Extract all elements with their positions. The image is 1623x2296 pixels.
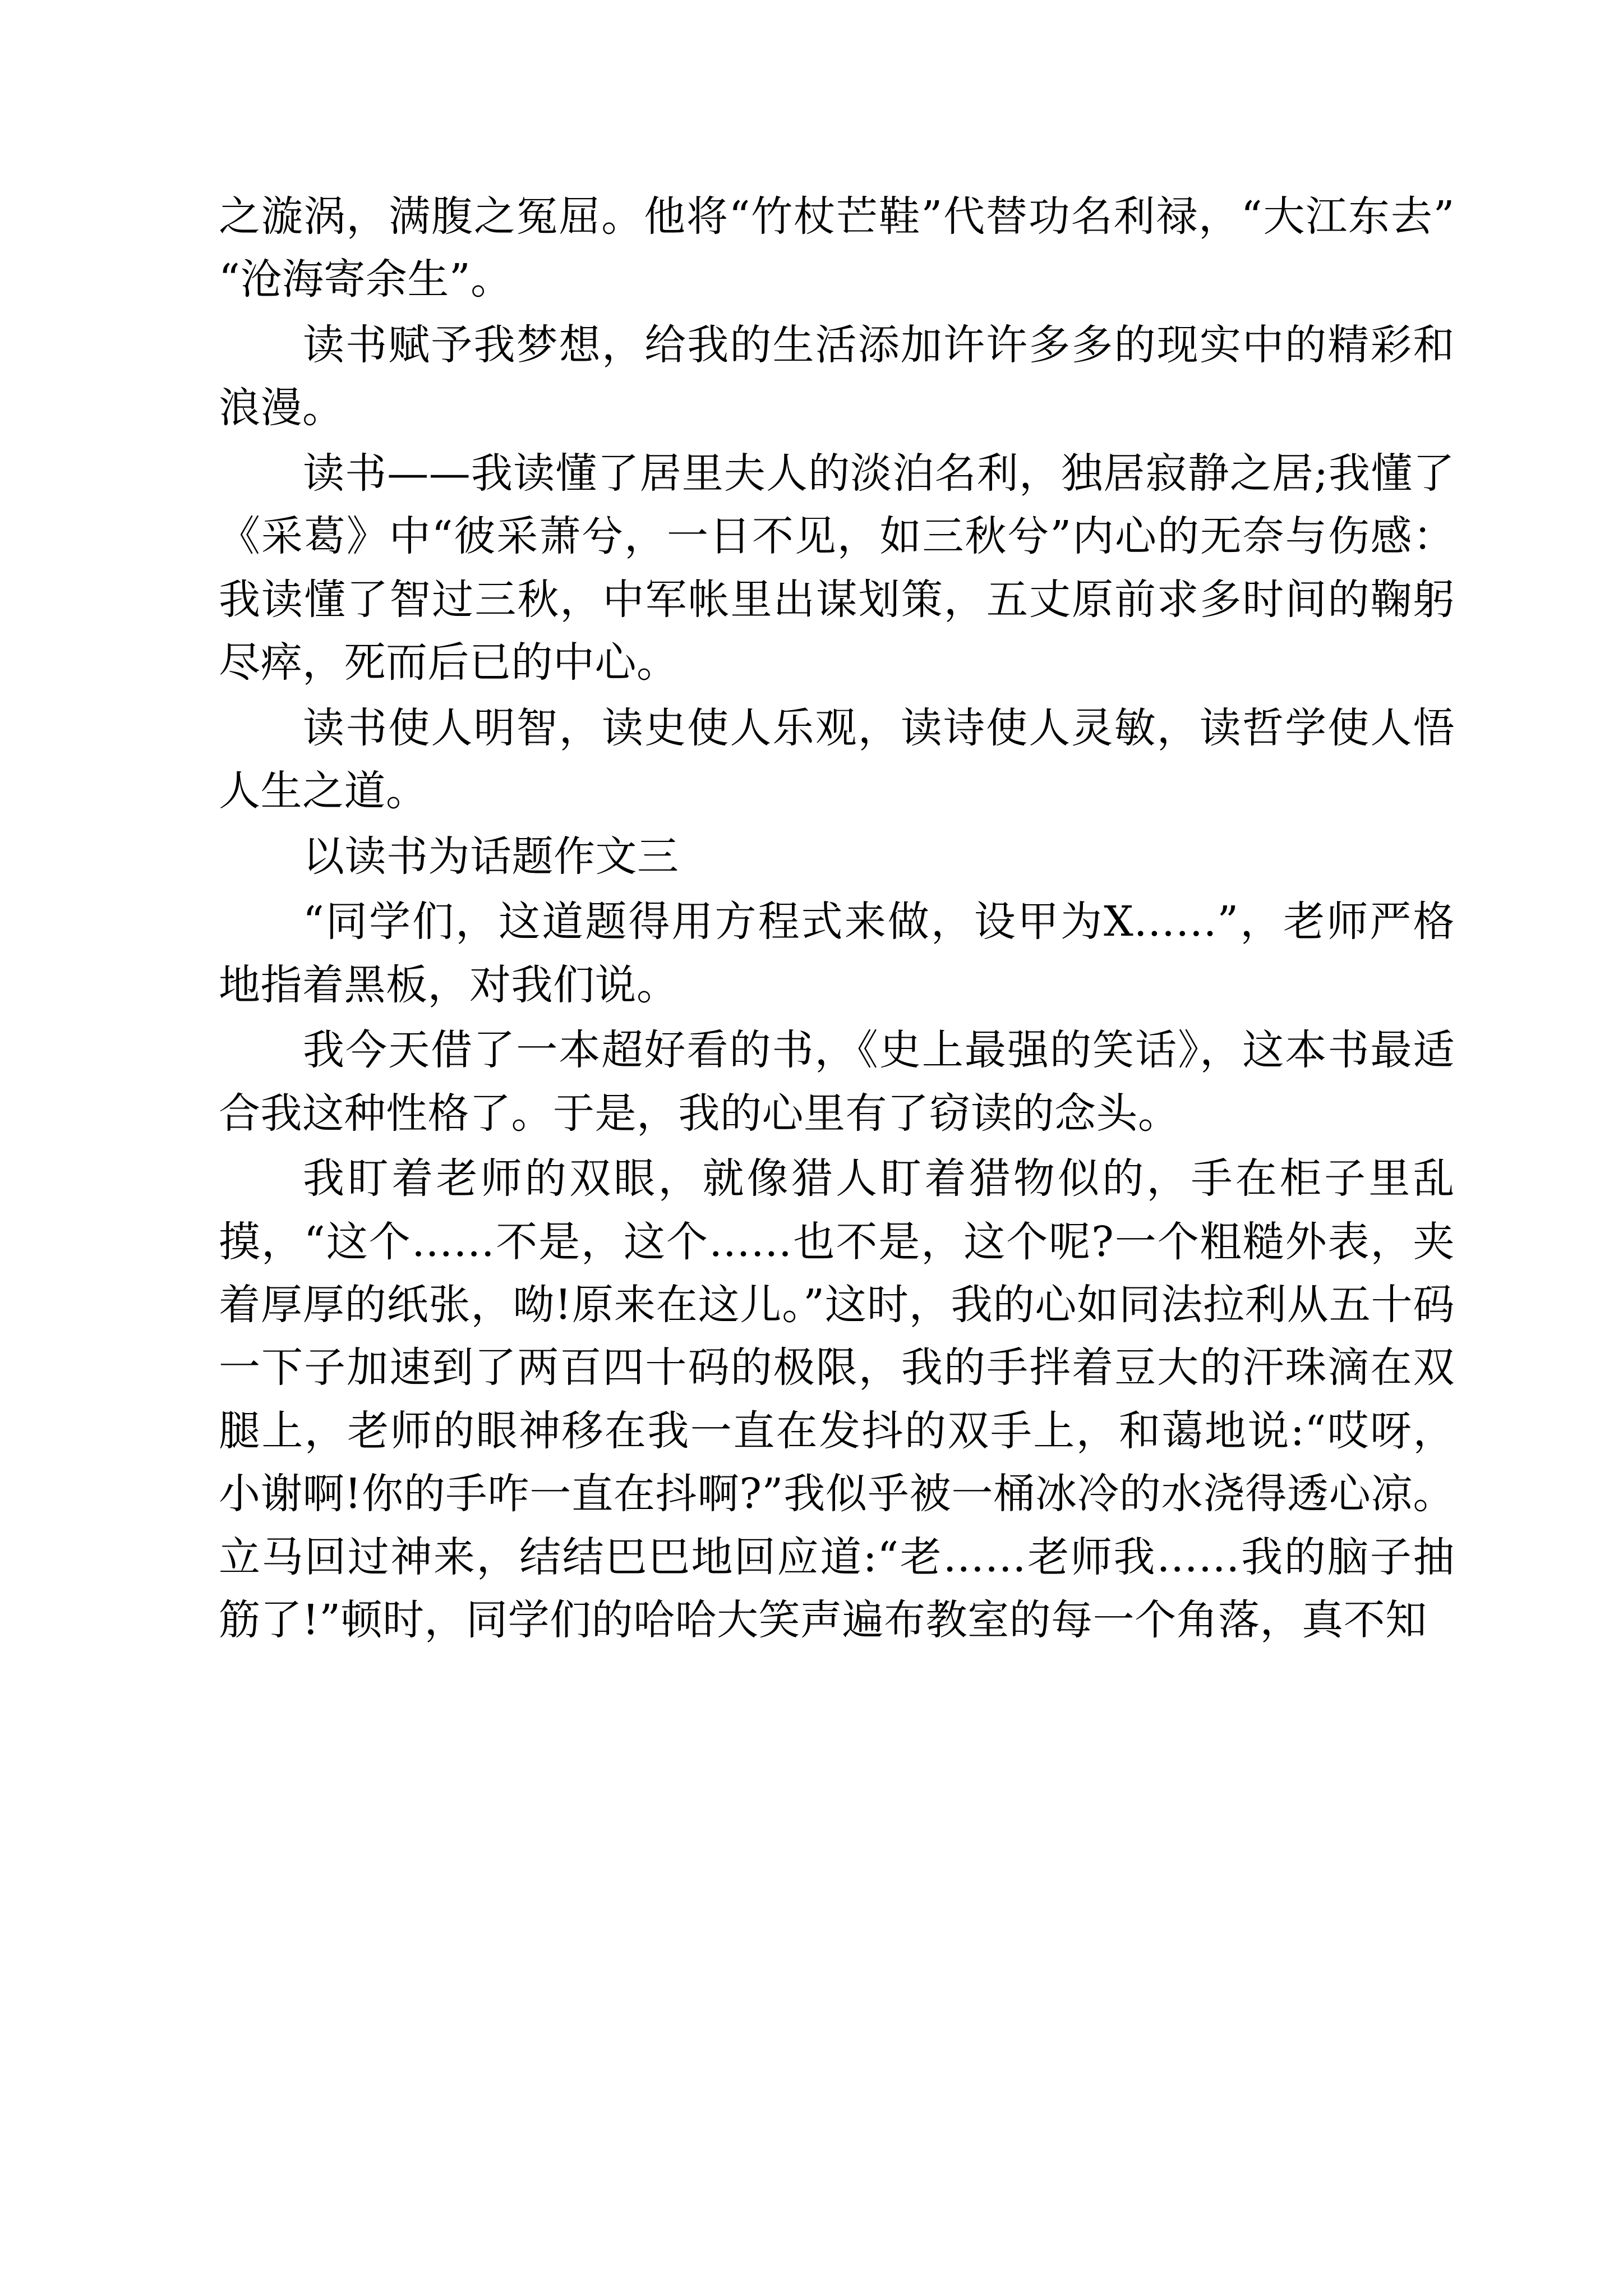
paragraph: “同学们，这道题得用方程式来做，设甲为X……”，老师严格地指着黑板，对我们说。 [219, 898, 1455, 1009]
paragraph: 我今天借了一本超好看的书，《史上最强的笑话》，这本书最适合我这种性格了。于是，我的心里有了窃读的念头。 [219, 1026, 1455, 1138]
paragraph: 读书——我读懂了居里夫人的淡泊名利，独居寂静之居;我懂了《采葛》中“彼采萧兮，一日不见，如三秋兮”内心的无奈与伤感：我读懂了智过三秋，中军帐里出谋划策，五丈原前求多时间的鞠躬尽瘁，死而后已的中心。 [219, 449, 1455, 687]
section-heading: 以读书为话题作文三 [303, 832, 679, 881]
document-body [219, 185, 1455, 1652]
paragraph: 读书赋予我梦想，给我的生活添加许许多多的现实中的精彩和浪漫。 [219, 320, 1455, 432]
paragraph: 之漩涡，满腹之冤屈。他将“竹杖芒鞋”代替功名利禄，“大江东去”“沧海寄余生”。 [219, 192, 1455, 304]
paragraph: 我盯着老师的双眼，就像猎人盯着猎物似的，手在柜子里乱摸，“这个……不是，这个……也不是，这个呢?一个粗糙外表，夹着厚厚的纸张，呦!原来在这儿。”这时，我的心如同法拉利从五十码一下子加速到了两百四十码的极限，我的手拌着豆大的汗珠滴在双腿上，老师的眼神移在我一直在发抖的双手上，和蔼地说:“哎呀，小谢啊!你的手咋一直在抖啊?”我似乎被一桶冰冷的水浇得透心凉。立马回过神来，结结巴巴地回应道:“老……老师我……我的脑子抽筋了!”顿时，同学们的哈哈大笑声遍布教室的每一个角落，真不知 [219, 1154, 1455, 1645]
paragraph: 读书使人明智，读史使人乐观，读诗使人灵敏，读哲学使人悟人生之道。 [219, 703, 1455, 816]
